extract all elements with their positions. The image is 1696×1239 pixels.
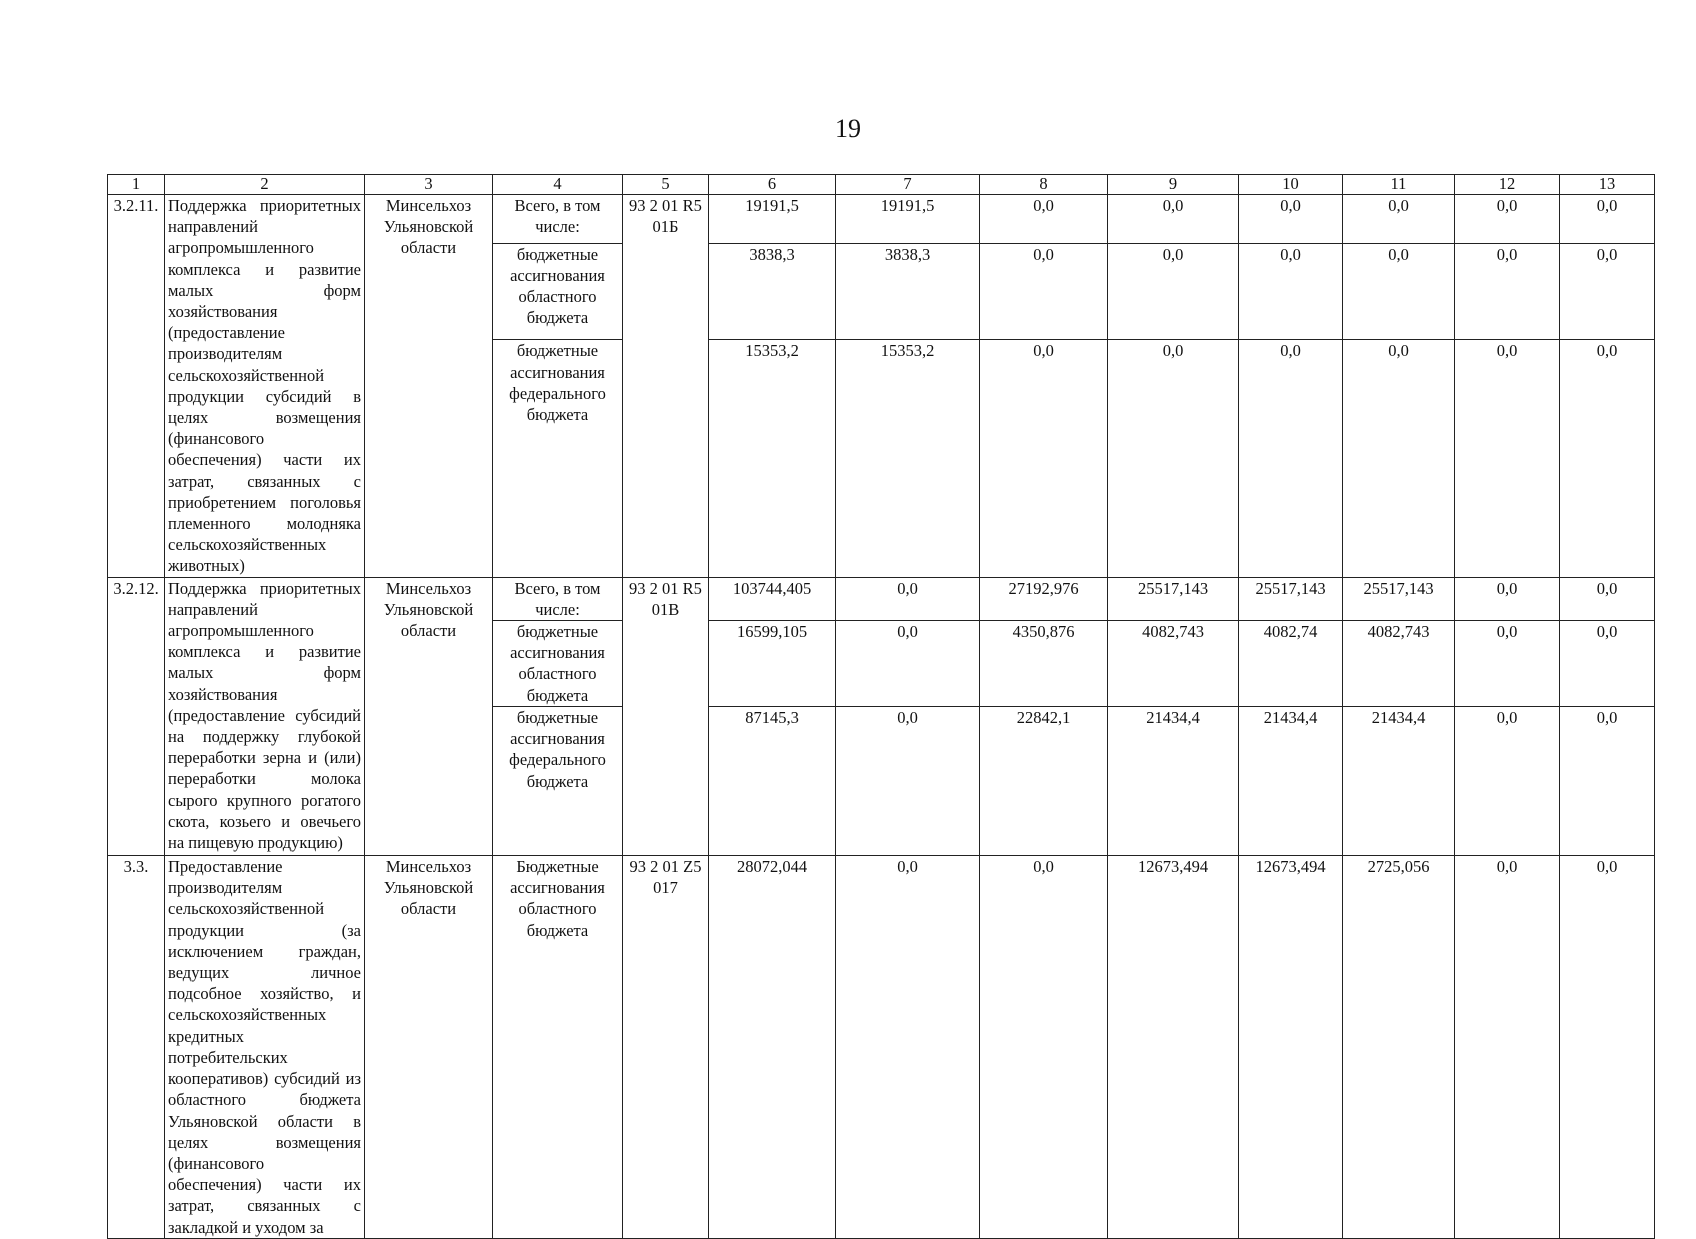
col-header: 8 [980,175,1108,195]
row-number: 3.2.11. [108,195,165,578]
col-header: 1 [108,175,165,195]
col-header: 10 [1239,175,1343,195]
value-cell: 0,0 [1560,243,1655,340]
value-cell: 25517,143 [1108,577,1239,620]
funding-source: Всего, в том числе: [493,195,623,244]
value-cell: 0,0 [1343,340,1455,577]
value-cell: 0,0 [1560,577,1655,620]
value-cell: 0,0 [1455,243,1560,340]
value-cell: 4082,743 [1108,621,1239,707]
value-cell: 19191,5 [709,195,836,244]
value-cell: 0,0 [1560,621,1655,707]
value-cell: 4082,74 [1239,621,1343,707]
col-header: 2 [165,175,365,195]
value-cell: 0,0 [836,577,980,620]
value-cell: 0,0 [1560,195,1655,244]
budget-code: 93 2 01 R501В [623,577,709,855]
value-cell: 25517,143 [1239,577,1343,620]
value-cell: 16599,105 [709,621,836,707]
value-cell: 0,0 [980,243,1108,340]
value-cell: 0,0 [1108,340,1239,577]
responsible-org: Минсельхоз Ульяновской области [365,856,493,1239]
value-cell: 0,0 [1239,340,1343,577]
value-cell: 0,0 [1560,707,1655,856]
table-row [108,577,1655,620]
value-cell: 0,0 [1108,243,1239,340]
value-cell: 19191,5 [836,195,980,244]
budget-code: 93 2 01 Z5017 [623,856,709,1239]
col-header: 11 [1343,175,1455,195]
responsible-org: Минсельхоз Ульяновской области [365,577,493,855]
budget-table [107,174,1655,1239]
col-header: 13 [1560,175,1655,195]
value-cell: 3838,3 [709,243,836,340]
value-cell: 103744,405 [709,577,836,620]
value-cell: 0,0 [1343,243,1455,340]
page-number: 19 [835,114,861,143]
table-row [108,195,1655,244]
funding-source: Бюджетные ассигнования областного бюджета [493,856,623,1239]
funding-source: бюджетные ассигнования федерального бюджета [493,707,623,856]
value-cell: 0,0 [1343,195,1455,244]
value-cell: 0,0 [980,195,1108,244]
row-number: 3.2.12. [108,577,165,855]
value-cell: 4082,743 [1343,621,1455,707]
value-cell: 0,0 [1455,340,1560,577]
value-cell: 15353,2 [709,340,836,577]
col-header: 5 [623,175,709,195]
value-cell: 27192,976 [980,577,1108,620]
budget-code: 93 2 01 R501Б [623,195,709,578]
value-cell: 15353,2 [836,340,980,577]
value-cell: 0,0 [1239,195,1343,244]
col-header: 12 [1455,175,1560,195]
value-cell: 0,0 [1455,856,1560,1239]
value-cell: 21434,4 [1239,707,1343,856]
col-header: 7 [836,175,980,195]
measure-description: Поддержка приоритетных направлений агропромышленного комплекса и развитие малых форм хозяйствования (предоставление субсидий на поддержку глубокой переработки зерна и (или) переработки молока сырого крупного рогатого скота, козьего и овечьего на пищевую продукцию) [165,577,365,855]
value-cell: 0,0 [1455,707,1560,856]
col-header: 9 [1108,175,1239,195]
funding-source: Всего, в том числе: [493,577,623,620]
value-cell: 2725,056 [1343,856,1455,1239]
col-header: 4 [493,175,623,195]
value-cell: 12673,494 [1239,856,1343,1239]
measure-description: Поддержка приоритетных направлений агропромышленного комплекса и развитие малых форм хозяйствования (предоставление производителям сельскохозяйственной продукции субсидий в целях возмещения (финансового обеспечения) части их затрат, связанных с приобретением поголовья племенного молодняка сельскохозяйственных животных) [165,195,365,578]
row-number: 3.3. [108,856,165,1239]
value-cell: 0,0 [1108,195,1239,244]
col-header: 3 [365,175,493,195]
value-cell: 0,0 [836,621,980,707]
table-row [108,856,1655,1239]
funding-source: бюджетные ассигнования областного бюджета [493,243,623,340]
value-cell: 22842,1 [980,707,1108,856]
value-cell: 4350,876 [980,621,1108,707]
value-cell: 21434,4 [1108,707,1239,856]
value-cell: 0,0 [1239,243,1343,340]
funding-source: бюджетные ассигнования федерального бюджета [493,340,623,577]
value-cell: 0,0 [1455,621,1560,707]
value-cell: 3838,3 [836,243,980,340]
funding-source: бюджетные ассигнования областного бюджета [493,621,623,707]
value-cell: 12673,494 [1108,856,1239,1239]
col-header: 6 [709,175,836,195]
value-cell: 0,0 [836,856,980,1239]
value-cell: 25517,143 [1343,577,1455,620]
measure-description: Предоставление производителям сельскохозяйственной продукции (за исключением граждан, ведущих личное подсобное хозяйство, и сельскохозяйственных кредитных потребительских кооперативов) субсидий из областного бюджета Ульяновской области в целях возмещения (финансового обеспечения) части их затрат, связанных с закладкой и уходом за [165,856,365,1239]
value-cell: 28072,044 [709,856,836,1239]
value-cell: 0,0 [1560,340,1655,577]
value-cell: 0,0 [836,707,980,856]
value-cell: 0,0 [980,856,1108,1239]
value-cell: 0,0 [1455,577,1560,620]
value-cell: 87145,3 [709,707,836,856]
value-cell: 0,0 [980,340,1108,577]
value-cell: 0,0 [1455,195,1560,244]
column-number-row [108,175,1655,195]
responsible-org: Минсельхоз Ульяновской области [365,195,493,578]
value-cell: 21434,4 [1343,707,1455,856]
value-cell: 0,0 [1560,856,1655,1239]
